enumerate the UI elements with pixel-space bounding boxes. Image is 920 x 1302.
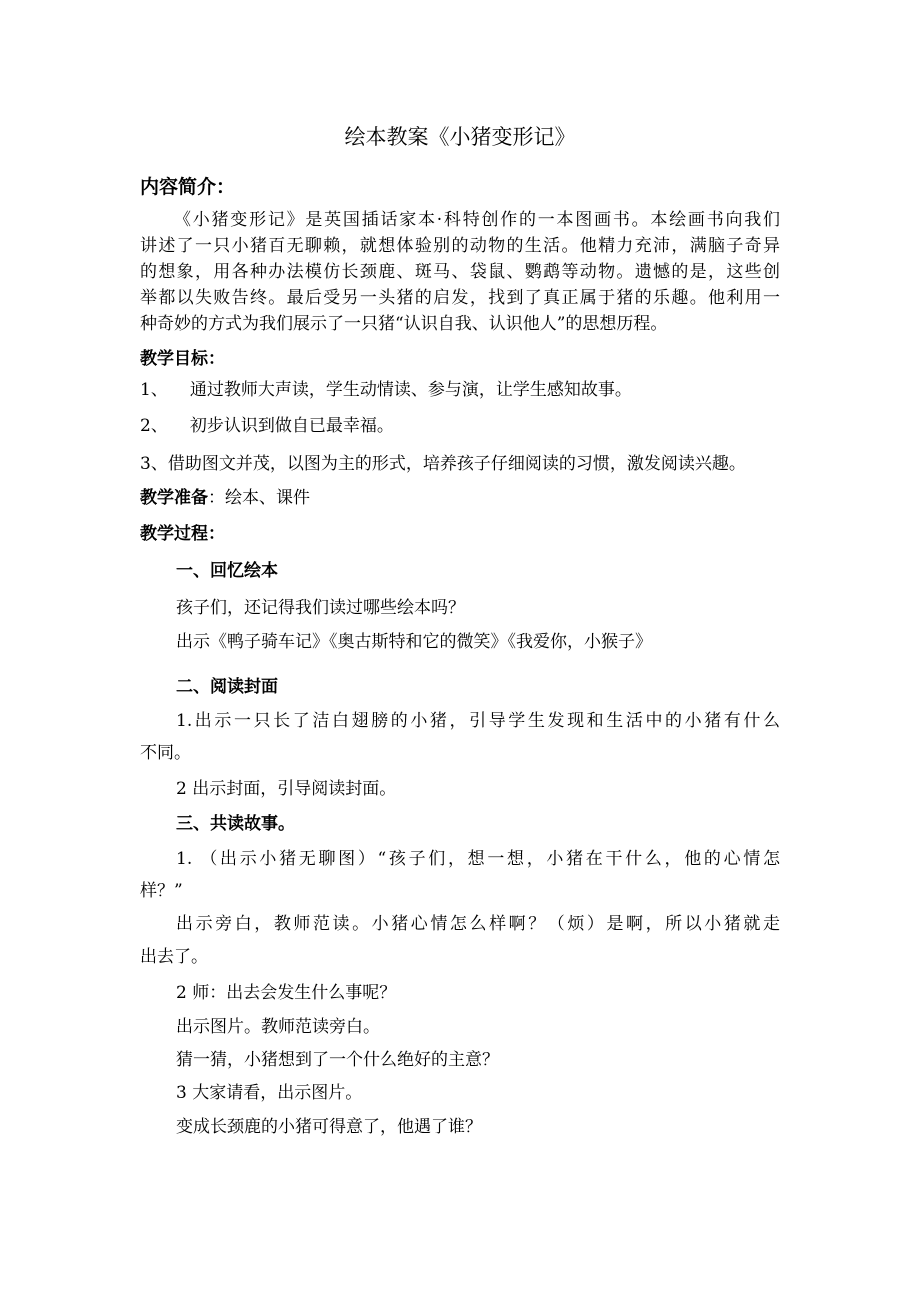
section-2-text: 2 出示封面，引导阅读封面。 xyxy=(176,779,397,799)
section-1-heading: 一、回忆绘本 xyxy=(176,561,278,581)
section-2-text: 不同。 xyxy=(140,743,191,763)
goal-number: 1、 xyxy=(140,380,168,400)
process-heading: 教学过程： xyxy=(140,524,225,544)
intro-line: 种奇妙的方式为我们展示了一只猪“认识自我、认识他人”的思想历程。 xyxy=(140,314,668,334)
section-2-paragraph xyxy=(176,711,780,731)
intro-paragraph-line xyxy=(140,288,780,308)
prep-value: 绘本、课件 xyxy=(225,488,310,508)
section-3-text: 猜一猜，小猪想到了一个什么绝好的主意？ xyxy=(176,1050,499,1070)
section-3-text: 变成长颈鹿的小猪可得意了，他遇了谁？ xyxy=(176,1117,482,1137)
document-title: 绘本教案《小猪变形记》 xyxy=(344,125,576,149)
intro-paragraph-line xyxy=(140,262,780,282)
section-3-text: 1. （出示小猪无聊图）“孩子们，想一想，小猪在干什么，他的心情怎 xyxy=(176,849,780,869)
intro-line: 举都以失败告终。最后受另一头猪的启发，找到了真正属于猪的乐趣。他利用一 xyxy=(140,288,780,308)
goal-number: 3、 xyxy=(140,454,168,474)
section-3-heading: 三、共读故事。 xyxy=(176,814,295,834)
section-3-text: 样？” xyxy=(140,881,183,901)
section-2-text: 1.出示一只长了洁白翅膀的小猪，引导学生发现和生活中的小猪有什么 xyxy=(176,711,780,731)
section-3-paragraph xyxy=(176,849,780,869)
intro-line: 的想象，用各种办法模仿长颈鹿、斑马、袋鼠、鹦鹉等动物。遗憾的是，这些创 xyxy=(140,262,780,282)
goal-item xyxy=(140,380,632,400)
goal-text: 借助图文并茂，以图为主的形式，培养孩子仔细阅读的习惯，激发阅读兴趣。 xyxy=(167,454,746,474)
intro-paragraph-line xyxy=(140,236,780,256)
intro-line: 讲述了一只小猪百无聊赖，就想体验别的动物的生活。他精力充沛，满脑子奇异 xyxy=(140,236,780,256)
prep-line xyxy=(140,488,310,508)
goal-text: 初步认识到做自已最幸福。 xyxy=(189,416,394,436)
section-1-text: 出示《鸭子骑车记》《奥古斯特和它的微笑》《我爱你，小猴子》 xyxy=(176,632,652,652)
prep-label: 教学准备 xyxy=(140,488,208,508)
goal-item xyxy=(140,416,394,436)
section-3-text: 出去了。 xyxy=(140,947,208,967)
section-3-text: 2 师：出去会发生什么事呢？ xyxy=(176,983,397,1003)
section-3-text: 出示图片。教师范读旁白。 xyxy=(176,1017,380,1037)
section-1-text: 孩子们，还记得我们读过哪些绘本吗？ xyxy=(176,598,465,618)
goals-heading: 教学目标： xyxy=(140,349,225,369)
goal-item xyxy=(140,454,746,474)
intro-heading: 内容简介： xyxy=(140,176,236,198)
section-3-text: 3 大家请看，出示图片。 xyxy=(176,1083,363,1103)
prep-colon: ： xyxy=(208,488,225,508)
section-2-heading: 二、阅读封面 xyxy=(176,677,278,697)
section-3-paragraph xyxy=(176,914,780,934)
section-3-text: 出示旁白，教师范读。小猪心情怎么样啊？（烦）是啊，所以小猪就走 xyxy=(176,914,780,934)
goal-number: 2、 xyxy=(140,416,168,436)
intro-paragraph xyxy=(140,210,780,230)
goal-text: 通过教师大声读，学生动情读、参与演，让学生感知故事。 xyxy=(189,380,632,400)
intro-line: 《小猪变形记》是英国插话家本·科特创作的一本图画书。本绘画书向我们 xyxy=(174,210,780,230)
